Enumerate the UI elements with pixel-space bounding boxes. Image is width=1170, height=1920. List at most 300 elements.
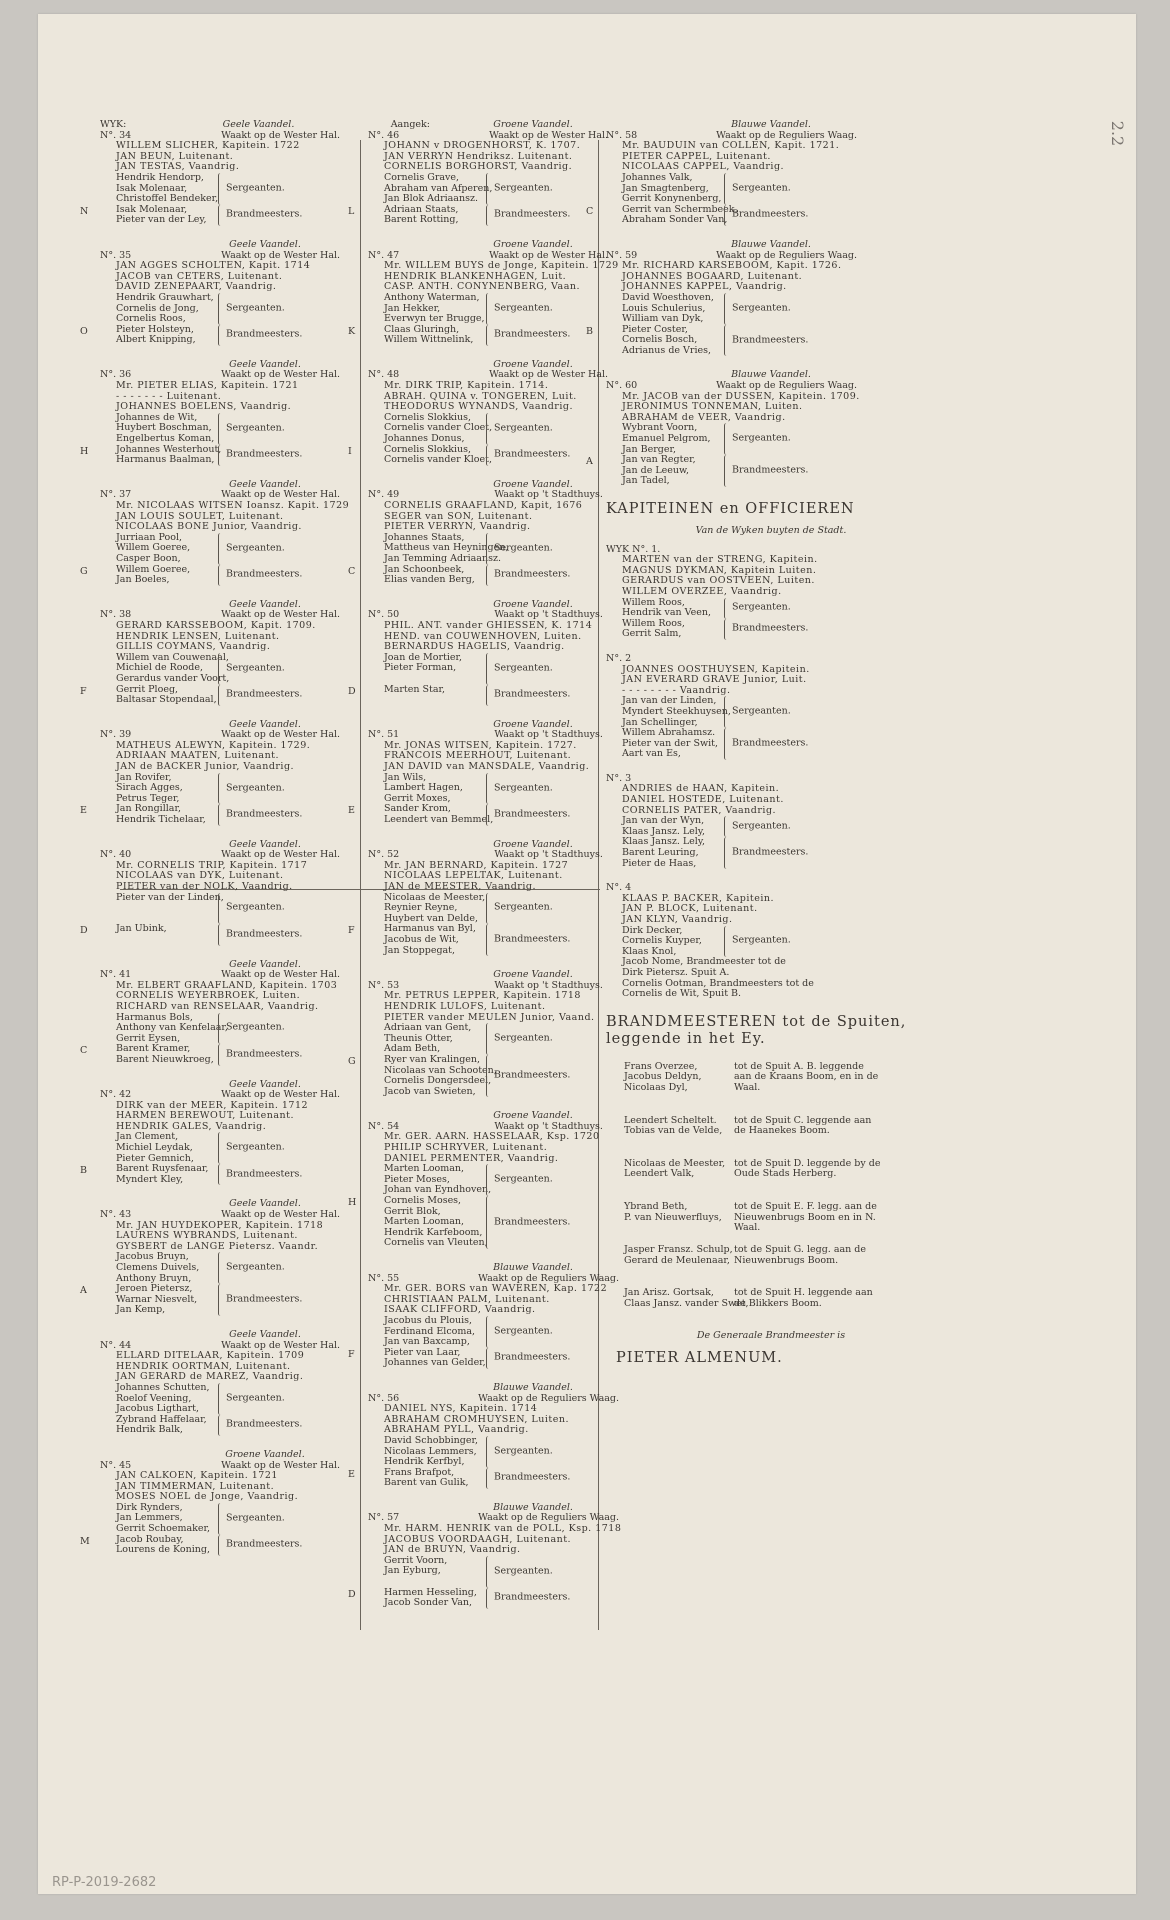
person-name: Jan Eyburg,: [384, 1565, 441, 1577]
name-group: [606, 173, 936, 205]
role-label: Sergeanten.: [226, 542, 285, 554]
company-head: Blauwe Vaandel.: [731, 369, 811, 381]
spuit-name: Jan Arisz. Gortsak,: [624, 1287, 714, 1299]
watch-location: Waakt op 't Stadthuys.: [494, 1120, 603, 1132]
person-name: Marten Star,: [384, 683, 446, 695]
brace: [724, 423, 729, 455]
officer-line: Mr. JAN BERNARD, Kapitein. 1727: [384, 859, 569, 871]
name-group: [606, 293, 936, 325]
officer-line: Mr. GER. AARN. HASSELAAR, Ksp. 1720: [384, 1131, 600, 1143]
officer-line: JOHANNES BOELENS, Vaandrig.: [116, 401, 292, 413]
brace: [486, 445, 491, 466]
brace: [218, 1044, 223, 1065]
company-number: N°. 57: [368, 1512, 400, 1524]
person-name: Harmen Hesseling,: [384, 1586, 477, 1598]
role-label: Brandmeesters.: [226, 209, 303, 221]
watch-location: Waakt op 't Stadthuys.: [494, 979, 603, 991]
company-letter: F: [348, 1348, 355, 1360]
role-label: Sergeanten.: [732, 182, 791, 194]
person-name: Dirk Rynders,: [116, 1501, 183, 1513]
person-name: Petrus Teger,: [116, 792, 180, 804]
spuit-name: P. van Nieuwerfluys,: [624, 1211, 722, 1223]
officer-line: JOANNES OOSTHUYSEN, Kapitein.: [622, 663, 810, 675]
person-name: Willem Goeree,: [116, 542, 191, 554]
company-letter: E: [348, 1468, 355, 1480]
person-name: Pieter van Laar,: [384, 1346, 461, 1358]
person-name: Klaas Jansz. Lely,: [622, 836, 705, 848]
officer-line: JERONIMUS TONNEMAN, Luiten.: [622, 401, 803, 413]
officer-line: SEGER van SON, Luitenant.: [384, 510, 533, 522]
person-name: Marten Looman,: [384, 1163, 465, 1175]
company-head: Groene Vaandel.: [493, 119, 573, 130]
person-name: Gerrit Blok,: [384, 1205, 441, 1217]
role-label: Sergeanten.: [494, 422, 553, 434]
person-name: Cornelis Slokkius,: [384, 443, 472, 455]
spuit-name: Jacobus Deldyn,: [624, 1071, 702, 1083]
brandmeesteren-title: BRANDMEESTEREN tot de Spuiten, leggende in het Ey.: [606, 1013, 907, 1047]
officer-line: HEND. van COUWENHOVEN, Luiten.: [384, 630, 582, 642]
person-name: Pieter Moses,: [384, 1173, 450, 1185]
officer-line: DANIEL NYS, Kapitein. 1714: [384, 1403, 538, 1415]
officer-line: DANIEL HOSTEDE, Luitenant.: [622, 794, 784, 806]
person-name: Barent Ruysfenaar,: [116, 1163, 209, 1175]
company-number: N°. 51: [368, 729, 400, 741]
person-name: Jan Smagtenberg,: [622, 182, 709, 194]
brace: [724, 293, 729, 325]
company-letter: B: [586, 325, 593, 337]
wyk-block: [606, 774, 936, 869]
person-name: Pieter van der Ley,: [116, 214, 207, 226]
person-name: Jan Stoppegat,: [384, 944, 456, 956]
person-name: Sander Krom,: [384, 803, 451, 815]
role-label: Sergeanten.: [732, 705, 791, 717]
person-name: Willem Wittnelink,: [384, 334, 474, 346]
officer-line: Mr. BAUDUIN van COLLEN, Kapit. 1721.: [622, 140, 840, 152]
role-label: Sergeanten.: [494, 302, 553, 314]
brace: [724, 728, 729, 760]
person-name: Cornelis Slokkius,: [384, 411, 472, 423]
person-name: Willem Abrahamsz.: [622, 727, 716, 739]
company-letter: O: [80, 325, 88, 337]
brace: [486, 533, 491, 565]
person-name: Nicolaas van Schooten,: [384, 1064, 497, 1076]
person-name: Hendrik Karfeboom,: [384, 1226, 483, 1238]
person-name: Willem Roos,: [622, 596, 685, 608]
company-number: N°. 43: [100, 1209, 132, 1221]
role-label: Sergeanten.: [226, 782, 285, 794]
role-label: Brandmeesters.: [494, 933, 571, 945]
person-name: Cornelis Moses,: [384, 1195, 462, 1207]
company-number: N°. 55: [368, 1272, 400, 1284]
officer-line: BERNARDUS HAGELIS, Vaandrig.: [384, 641, 565, 653]
officer-line: HENDRIK BLANKENHAGEN, Luit.: [384, 270, 567, 282]
spuit-group: [624, 1116, 936, 1137]
brace: [486, 293, 491, 325]
company-number: N°. 41: [100, 969, 132, 981]
person-name: Hendrik Grauwhart,: [116, 291, 214, 303]
person-name: Joan de Mortier,: [384, 651, 463, 663]
brace: [486, 1436, 491, 1468]
person-name: Klaas Jansz. Lely,: [622, 825, 705, 837]
role-label: Sergeanten.: [732, 935, 791, 947]
person-name: Louis Schulerius,: [622, 302, 706, 314]
person-name: Elias vanden Berg,: [384, 574, 475, 586]
company-number: N°. 54: [368, 1120, 400, 1132]
officer-line: NICOLAAS CAPPEL, Vaandrig.: [622, 161, 785, 173]
brace: [218, 173, 223, 205]
person-name: Anthony van Kenfelaar,: [116, 1022, 228, 1034]
role-label: Brandmeesters.: [226, 1168, 303, 1180]
person-name: David Schobbinger,: [384, 1434, 478, 1446]
person-name: Willem Goeree,: [116, 563, 191, 575]
brace: [486, 1556, 491, 1588]
brace: [724, 173, 729, 205]
role-label: Sergeanten.: [226, 1142, 285, 1154]
company-letter: L: [348, 205, 355, 217]
officer-line: HARMEN BEREWOUT, Luitenant.: [116, 1110, 294, 1122]
role-label: Sergeanten.: [226, 662, 285, 674]
person-name: Johan van Eyndhoven,: [384, 1184, 492, 1196]
person-name: Pieter van der Linden,: [116, 891, 224, 903]
person-name: Jacobus Bruyn,: [116, 1251, 189, 1263]
name-group: [348, 1586, 698, 1609]
watch-location: Waakt op de Reguliers Waag.: [478, 1512, 620, 1524]
person-name: Jan Blok Adriaansz.: [384, 193, 478, 205]
company-number: N°. 40: [100, 849, 132, 861]
brace: [486, 804, 491, 825]
officer-line: PIETER vander MEULEN Junior, Vaand.: [384, 1011, 595, 1023]
brace: [218, 924, 223, 945]
officer-line: Mr. ELBERT GRAAFLAND, Kapitein. 1703: [116, 979, 338, 991]
brace: [218, 533, 223, 565]
name-group: [586, 323, 936, 357]
officer-line: NICOLAAS BONE Junior, Vaandrig.: [116, 521, 302, 533]
person-name: Lambert Hagen,: [384, 782, 463, 794]
company-block: [586, 238, 936, 357]
person-name: Gerrit Ploeg,: [116, 683, 179, 695]
officer-line: Mr. PIETER ELIAS, Kapitein. 1721: [116, 380, 299, 392]
name-group: [606, 423, 936, 455]
wyk-number: N°. 3: [606, 772, 632, 784]
person-name: David Woesthoven,: [622, 291, 714, 303]
person-name: Huybert van Delde,: [384, 912, 479, 924]
person-name: Jurriaan Pool,: [116, 531, 183, 543]
spuit-name: Frans Overzee,: [624, 1060, 698, 1072]
role-label: Sergeanten.: [226, 422, 285, 434]
officer-line: LAURENS WYBRANDS, Luitenant.: [116, 1230, 298, 1242]
watch-location: Waakt op de Wester Hal.: [221, 1089, 341, 1101]
person-name: Barent van Gulik,: [384, 1477, 469, 1489]
officer-line: JAN KLYN, Vaandrig.: [622, 914, 733, 925]
brace: [724, 598, 729, 619]
role-label: Sergeanten.: [494, 902, 553, 914]
person-name: Jan van der Wyn,: [622, 815, 705, 827]
officer-line: ISAAK CLIFFORD, Vaandrig.: [384, 1304, 536, 1316]
officer-line: DANIEL PERMENTER, Vaandrig.: [384, 1152, 559, 1164]
person-name: Jan de Leeuw,: [622, 464, 690, 476]
brace: [218, 413, 223, 445]
company-letter: C: [80, 1045, 88, 1057]
person-name: William van Dyk,: [622, 313, 704, 325]
role-label: Sergeanten.: [732, 601, 791, 613]
person-name: Jan van Regter,: [622, 454, 696, 466]
officer-line: PIETER van der NOLK, Vaandrig.: [116, 881, 293, 892]
company-head: Groene Vaandel.: [493, 238, 573, 250]
person-name: Adam Beth,: [384, 1043, 441, 1055]
officer-line: WILLEM OVERZEE, Vaandrig.: [622, 585, 782, 597]
watch-location: Waakt op de Wester Hal.: [221, 369, 341, 381]
company-block: [348, 1501, 698, 1609]
person-name: Cornelis Grave,: [384, 171, 460, 183]
officer-line: JAN LOUIS SOULET, Luitenant.: [116, 510, 284, 522]
person-name: Jan Kemp,: [116, 1304, 166, 1316]
watch-location: Waakt op de Wester Hal.: [221, 129, 341, 141]
person-name: Cornelis van Vleuten,: [384, 1237, 488, 1249]
company-number: N°. 56: [368, 1392, 400, 1404]
person-name: Jacob Sonder Van,: [384, 1597, 473, 1609]
person-name: Hendrik Hendorp,: [116, 171, 204, 183]
wyk-label: WYK:: [100, 119, 127, 130]
officer-line: ABRAHAM de VEER, Vaandrig.: [622, 411, 786, 423]
role-label: Brandmeesters.: [226, 1538, 303, 1550]
person-name: Emanuel Pelgrom,: [622, 433, 711, 445]
brace: [218, 1383, 223, 1415]
spuit-name: Claas Jansz. vander Swet,: [624, 1297, 749, 1309]
person-name: Johannes Donus,: [384, 433, 465, 445]
officer-line: PHIL. ANT. vander GHIESSEN, K. 1714: [384, 619, 593, 631]
company-letter: H: [348, 1197, 357, 1209]
officer-line: ANDRIES de HAAN, Kapitein.: [622, 783, 780, 795]
watch-location: Waakt op de Wester Hal.: [221, 729, 341, 741]
person-name: Michiel de Roode,: [116, 662, 203, 674]
brace: [486, 1055, 491, 1097]
spuit-description: tot de Spuit C. leggende aan de Haanekes Boom.: [734, 1114, 872, 1137]
officer-line: JACOBUS VOORDAAGH, Luitenant.: [384, 1533, 572, 1545]
company-head: Blauwe Vaandel.: [493, 1262, 573, 1273]
role-label: Brandmeesters.: [226, 1048, 303, 1060]
company-letter: D: [348, 1588, 356, 1600]
watch-location: Waakt op 't Stadthuys.: [494, 489, 603, 501]
person-name: Klaas Knol,: [622, 945, 677, 957]
person-name: Nicolaas Lemmers,: [384, 1445, 477, 1457]
person-name: Gerrit Schoemaker,: [116, 1523, 211, 1535]
role-label: Brandmeesters.: [494, 688, 571, 700]
company-letter: I: [348, 445, 352, 457]
role-label: Brandmeesters.: [494, 1216, 571, 1228]
officer-line: PIETER VERRYN, Vaandrig.: [384, 521, 531, 533]
company-number: N°. 35: [100, 249, 132, 261]
person-name: Cornelis Dongersdeel,: [384, 1075, 492, 1087]
role-label: Sergeanten.: [732, 433, 791, 445]
role-label: Brandmeesters.: [226, 1293, 303, 1305]
spuit-name: Nicolaas de Meester,: [624, 1157, 726, 1169]
company-letter: F: [80, 685, 87, 697]
officer-line: CORNELIS PATER, Vaandrig.: [622, 804, 777, 816]
wyk-number: WYK N°. 1.: [606, 543, 661, 555]
officer-line: WILLEM SLICHER, Kapitein. 1722: [116, 140, 300, 152]
person-name: Michiel Leydak,: [116, 1142, 193, 1154]
watch-location: Waakt op de Wester Hal.: [489, 129, 609, 141]
company-letter: C: [586, 205, 594, 217]
person-name: Jan Lemmers,: [116, 1512, 183, 1524]
brace: [218, 1164, 223, 1185]
person-name: Jan Rovifer,: [116, 771, 172, 783]
spuit-group: [624, 1062, 936, 1094]
watch-location: Waakt op de Reguliers Waag.: [478, 1392, 620, 1404]
officer-line: CORNELIS BORGHORST, Vaandrig.: [384, 161, 573, 173]
person-name: Adrianus de Vries,: [622, 344, 711, 356]
wyk-block: [606, 883, 936, 1000]
person-name: Pieter van der Swit,: [622, 737, 719, 749]
role-label: Brandmeesters.: [226, 328, 303, 340]
officer-line: JOHANNES KAPPEL, Vaandrig.: [622, 281, 787, 293]
brace: [218, 205, 223, 226]
name-group: [368, 1556, 698, 1588]
person-name: Adriaan van Gent,: [384, 1022, 472, 1034]
officer-line: CORNELIS GRAAFLAND, Kapit, 1676: [384, 500, 583, 511]
brace: [218, 325, 223, 346]
role-label: Sergeanten.: [226, 902, 285, 914]
person-name: Jan Rongillar,: [116, 803, 181, 815]
person-name: Abraham van Afperen,: [384, 182, 493, 194]
wyk-number: N°. 2: [606, 652, 632, 664]
officer-line: DIRK van der MEER, Kapitein. 1712: [116, 1099, 309, 1111]
person-name: Claas Gluringh,: [384, 323, 460, 335]
company-head: Groene Vaandel.: [493, 969, 573, 981]
spuit-description: tot de Spuit A. B. leggende aan de Kraans Boom, en in de Waal.: [734, 1060, 879, 1093]
role-label: Brandmeesters.: [226, 928, 303, 940]
officer-line: - - - - - - - - Vaandrig.: [622, 684, 731, 696]
company-letter: D: [348, 685, 356, 697]
role-label: Brandmeesters.: [494, 328, 571, 340]
officer-line: JOHANNES BOGAARD, Luitenant.: [622, 270, 803, 282]
role-label: Brandmeesters.: [226, 1419, 303, 1431]
person-name: Pieter Holsteyn,: [116, 323, 194, 335]
person-name: Gerrit van Schermbeek,: [622, 203, 738, 215]
officer-line: JAN TESTAS, Vaandrig.: [116, 161, 240, 173]
company-head: Geele Vaandel.: [229, 718, 301, 730]
company-head: Groene Vaandel.: [493, 838, 573, 850]
watch-location: Waakt op de Wester Hal.: [221, 1339, 341, 1351]
officer-line: JAN GERARD de MAREZ, Vaandrig.: [116, 1371, 304, 1383]
officer-line: Mr. JACOB van der DUSSEN, Kapitein. 1709.: [622, 390, 860, 402]
brace: [218, 1503, 223, 1535]
watch-location: Waakt op de Wester Hal.: [221, 1459, 341, 1471]
officer-line: Mr. WILLEM BUYS de Jonge, Kapitein. 1729: [384, 260, 619, 272]
corner-mark: 2.2: [1107, 120, 1127, 147]
person-name: Hendrik Tichelaar,: [116, 814, 206, 826]
spuit-name: Leendert Valk,: [624, 1168, 695, 1180]
company-letter: B: [80, 1165, 87, 1177]
person-name: Jan Tadel,: [622, 475, 670, 487]
name-group: [586, 454, 936, 487]
role-label: Brandmeesters.: [732, 847, 809, 859]
officer-line: JOHANN v DROGENHORST, K. 1707.: [384, 140, 581, 152]
brace: [218, 1252, 223, 1284]
brace: [486, 1164, 491, 1196]
person-name: Willem Roos,: [622, 617, 685, 629]
role-label: Sergeanten.: [226, 1262, 285, 1273]
person-name: Marten Looman,: [384, 1216, 465, 1228]
person-name: Gerrit Eysen,: [116, 1032, 181, 1044]
officer-line: PHILIP SCHRYVER, Luitenant.: [384, 1142, 548, 1154]
company-head: Geele Vaandel.: [229, 358, 301, 370]
role-label: Brandmeesters.: [494, 1352, 571, 1364]
officer-line: JAN AGGES SCHOLTEN, Kapit. 1714: [116, 260, 311, 272]
brace: [724, 455, 729, 487]
generaal-label: De Generaale Brandmeester is: [696, 1330, 846, 1342]
name-group: [606, 598, 936, 619]
brace: [218, 1284, 223, 1316]
person-name: Mattheus van Heyningen,: [384, 542, 509, 554]
officer-line: MAGNUS DYKMAN, Kapitein Luiten.: [622, 564, 817, 576]
person-name: Johannes Valk,: [622, 171, 693, 183]
officer-line: GERARD KARSSEBOOM, Kapit. 1709.: [116, 619, 316, 631]
role-label: Sergeanten.: [494, 662, 553, 674]
spuit-group: [624, 1245, 936, 1266]
company-number: N°. 48: [368, 369, 400, 381]
person-name: Ferdinand Elcoma,: [384, 1325, 476, 1337]
company-number: N°. 52: [368, 849, 400, 861]
company-head: Groene Vaandel.: [493, 598, 573, 610]
officer-line: FRANCOIS MEERHOUT, Luitenant.: [384, 750, 572, 762]
officer-line: ELLARD DITELAAR, Kapitein. 1709: [116, 1350, 305, 1362]
officer-line: PIETER CAPPEL, Luitenant.: [622, 150, 771, 162]
role-label: Sergeanten.: [226, 1512, 285, 1524]
company-head: Geele Vaandel.: [229, 838, 301, 850]
person-name: Ryer van Kralingen,: [384, 1053, 481, 1065]
company-letter: N: [80, 205, 89, 217]
watch-location: Waakt op 't Stadthuys.: [494, 849, 603, 861]
person-name: Leendert van Bemmel,: [384, 814, 494, 826]
brace: [486, 1468, 491, 1489]
company-head: Groene Vaandel.: [225, 1448, 305, 1460]
spuit-name: Leendert Scheltelt.: [624, 1114, 717, 1126]
company-block: [348, 1381, 698, 1489]
officer-line: ADRIAAN MAATEN, Luitenant.: [116, 750, 280, 762]
person-name: Anthony Bruyn,: [116, 1272, 192, 1284]
person-name: Barent Rotting,: [384, 214, 459, 226]
brace: [218, 893, 223, 925]
person-name: Gerrit Voorn,: [384, 1554, 448, 1566]
company-number: N°. 49: [368, 489, 400, 501]
person-name: Jan Boeles,: [116, 574, 170, 586]
person-name: Jan Wils,: [384, 771, 427, 783]
officer-line: JAN de BRUYN, Vaandrig.: [384, 1544, 521, 1556]
person-name: Myndert Kley,: [116, 1173, 184, 1185]
company-number: N°. 45: [100, 1459, 132, 1471]
company-number: N°. 50: [368, 609, 400, 621]
role-label: Brandmeesters.: [494, 1591, 571, 1603]
brace: [218, 1132, 223, 1164]
brace: [218, 565, 223, 586]
officer-line: ABRAH. QUINA v. TONGEREN, Luit.: [384, 390, 577, 402]
brace: [486, 173, 491, 205]
person-name: Frans Brafpot,: [384, 1466, 455, 1478]
officer-line: HENDRIK GALES, Vaandrig.: [116, 1120, 267, 1132]
person-name: Albert Knipping,: [116, 334, 196, 346]
name-group: [606, 696, 936, 728]
company-number: N°. 38: [100, 609, 132, 621]
brace: [486, 1196, 491, 1249]
company-head: Groene Vaandel.: [493, 718, 573, 730]
spuit-name: Gerard de Meulenaar,: [624, 1254, 730, 1266]
person-name: Jan van Baxcamp,: [384, 1336, 470, 1348]
person-name: Hendrik Kerfbyl,: [384, 1456, 465, 1468]
person-name: Harmanus Bols,: [116, 1011, 193, 1023]
role-label: Brandmeesters.: [732, 623, 809, 635]
spuit-description: tot de Spuit H. leggende aan de Blikkers Boom.: [734, 1287, 873, 1309]
